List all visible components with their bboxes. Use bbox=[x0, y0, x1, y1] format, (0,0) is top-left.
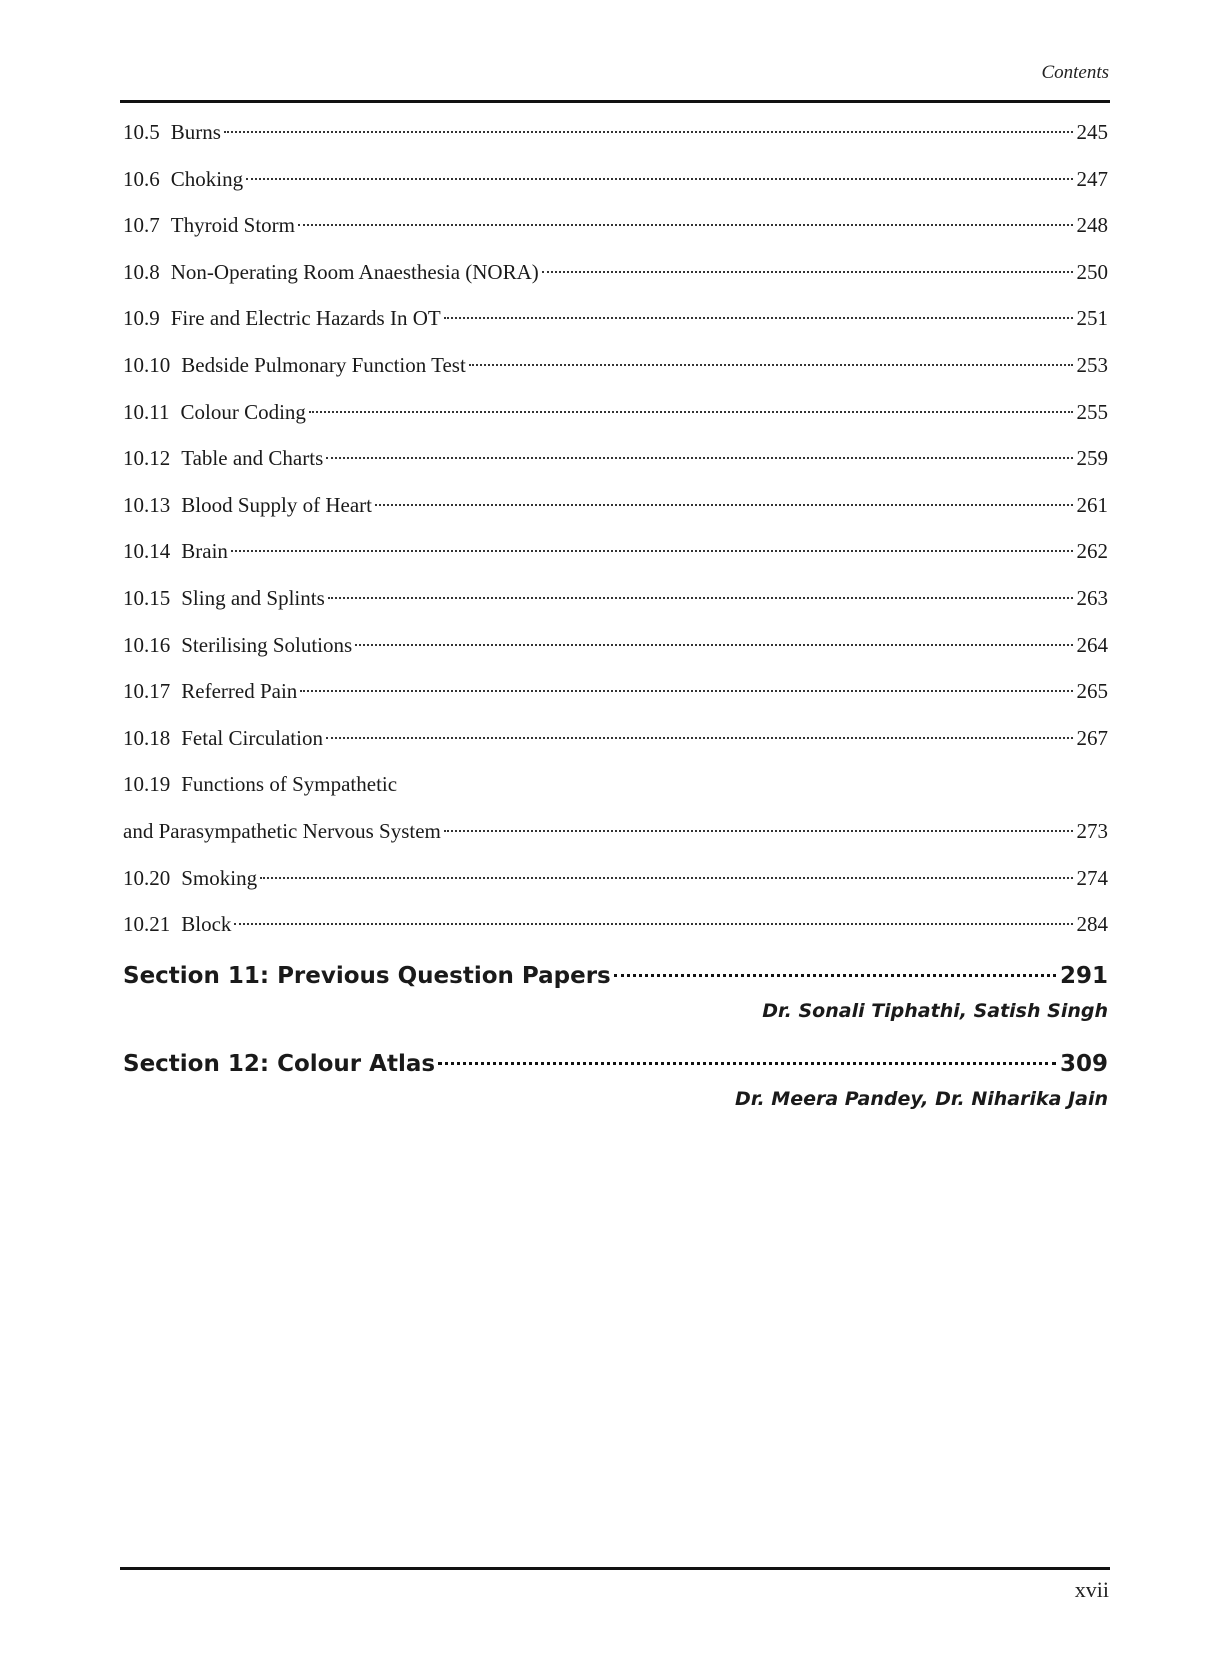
entry-number: 10.21 bbox=[123, 912, 171, 937]
section-authors: Dr. Sonali Tiphathi, Satish Singh bbox=[762, 999, 1108, 1022]
entry-number: 10.20 bbox=[123, 865, 171, 890]
toc-entry[interactable] bbox=[123, 858, 1108, 905]
entry-title: Brain bbox=[181, 539, 228, 564]
toc-entry[interactable] bbox=[123, 625, 1108, 672]
dot-leader bbox=[309, 411, 1073, 413]
toc-entry[interactable] bbox=[123, 764, 1108, 811]
toc-entry[interactable] bbox=[123, 112, 1108, 159]
entry-page-number: 259 bbox=[1076, 446, 1108, 471]
entry-page-number: 247 bbox=[1076, 166, 1108, 191]
toc-entries bbox=[123, 112, 1108, 951]
dot-leader bbox=[328, 597, 1073, 599]
section-block bbox=[123, 959, 1108, 1025]
section-page-number: 309 bbox=[1059, 1050, 1108, 1077]
entry-title: Blood Supply of Heart bbox=[181, 492, 372, 517]
dot-leader bbox=[298, 224, 1073, 226]
dot-leader bbox=[542, 271, 1073, 273]
section-entry[interactable] bbox=[123, 959, 1108, 993]
entry-page-number: 284 bbox=[1076, 912, 1108, 937]
entry-page-number: 273 bbox=[1076, 818, 1108, 843]
dot-leader bbox=[300, 690, 1072, 692]
entry-number: 10.13 bbox=[123, 492, 171, 517]
entry-number: 10.15 bbox=[123, 585, 171, 610]
dot-leader bbox=[246, 178, 1072, 180]
entry-page-number: 267 bbox=[1076, 725, 1108, 750]
entry-number: 10.9 bbox=[123, 306, 160, 331]
entry-page-number: 253 bbox=[1076, 352, 1108, 377]
table-of-contents bbox=[123, 112, 1108, 1113]
toc-entry[interactable] bbox=[123, 298, 1108, 345]
toc-entry[interactable] bbox=[123, 904, 1108, 951]
entry-page-number: 274 bbox=[1076, 865, 1108, 890]
entry-title: Bedside Pulmonary Function Test bbox=[181, 352, 466, 377]
entry-number: 10.6 bbox=[123, 166, 160, 191]
entry-title: Referred Pain bbox=[181, 679, 298, 704]
entry-number: 10.19 bbox=[123, 772, 171, 797]
entry-title: Colour Coding bbox=[180, 399, 306, 424]
dot-leader bbox=[438, 1062, 1056, 1065]
entry-title: Sling and Splints bbox=[181, 585, 325, 610]
entry-title: Sterilising Solutions bbox=[181, 632, 353, 657]
entry-number: 10.11 bbox=[123, 399, 170, 424]
section-title: Section 12: Colour Atlas bbox=[123, 1050, 436, 1077]
toc-entry[interactable] bbox=[123, 438, 1108, 485]
entry-page-number: 264 bbox=[1076, 632, 1108, 657]
section-title: Section 11: Previous Question Papers bbox=[123, 962, 611, 989]
entry-title: Burns bbox=[170, 120, 221, 144]
entry-page-number: 255 bbox=[1076, 399, 1108, 424]
section-page-number: 291 bbox=[1059, 962, 1108, 989]
entry-title: Smoking bbox=[181, 865, 258, 890]
entry-page-number: 251 bbox=[1076, 306, 1108, 331]
toc-sections bbox=[123, 959, 1108, 1113]
entry-number: 10.18 bbox=[123, 725, 171, 750]
toc-entry[interactable] bbox=[123, 205, 1108, 252]
entry-title: Block bbox=[181, 912, 232, 937]
dot-leader bbox=[234, 923, 1072, 925]
entry-title: Choking bbox=[170, 166, 244, 191]
footer-rule bbox=[120, 1567, 1110, 1570]
entry-title: and Parasympathetic Nervous System bbox=[123, 818, 441, 843]
dot-leader bbox=[375, 504, 1073, 506]
entry-page-number: 248 bbox=[1076, 213, 1108, 238]
entry-title: Functions of Sympathetic bbox=[181, 772, 398, 797]
entry-page-number: 262 bbox=[1076, 539, 1108, 564]
dot-leader bbox=[326, 737, 1073, 739]
entry-title: Fetal Circulation bbox=[181, 725, 323, 750]
section-entry[interactable] bbox=[123, 1047, 1108, 1081]
entry-page-number: 263 bbox=[1076, 585, 1108, 610]
dot-leader bbox=[326, 457, 1072, 459]
toc-entry[interactable] bbox=[123, 159, 1108, 206]
dot-leader bbox=[231, 550, 1073, 552]
entry-title: Fire and Electric Hazards In OT bbox=[170, 306, 441, 331]
entry-number: 10.14 bbox=[123, 539, 171, 564]
toc-entry[interactable] bbox=[123, 252, 1108, 299]
toc-entry[interactable] bbox=[123, 392, 1108, 439]
dot-leader bbox=[355, 644, 1072, 646]
entry-number: 10.10 bbox=[123, 352, 171, 377]
entry-number: 10.8 bbox=[123, 259, 160, 284]
entry-page-number: 261 bbox=[1076, 492, 1108, 517]
entry-title: Table and Charts bbox=[181, 446, 324, 471]
dot-leader bbox=[444, 317, 1073, 319]
dot-leader bbox=[444, 830, 1073, 832]
toc-entry[interactable] bbox=[123, 578, 1108, 625]
running-head: Contents bbox=[1041, 62, 1109, 83]
entry-page-number: 250 bbox=[1076, 259, 1108, 284]
entry-page-number: 245 bbox=[1076, 120, 1108, 144]
toc-entry[interactable] bbox=[123, 345, 1108, 392]
entry-number: 10.16 bbox=[123, 632, 171, 657]
dot-leader bbox=[224, 131, 1073, 133]
toc-entry[interactable] bbox=[123, 531, 1108, 578]
page-number: xvii bbox=[1074, 1577, 1109, 1602]
header-rule bbox=[120, 100, 1110, 103]
toc-entry[interactable] bbox=[123, 811, 1108, 858]
dot-leader bbox=[614, 974, 1056, 977]
dot-leader bbox=[260, 877, 1072, 879]
section-block bbox=[123, 1047, 1108, 1113]
entry-number: 10.5 bbox=[123, 120, 160, 144]
toc-entry[interactable] bbox=[123, 718, 1108, 765]
toc-entry[interactable] bbox=[123, 485, 1108, 532]
dot-leader bbox=[469, 364, 1073, 366]
toc-entry[interactable] bbox=[123, 671, 1108, 718]
entry-page-number: 265 bbox=[1076, 679, 1108, 704]
entry-number: 10.12 bbox=[123, 446, 171, 471]
section-authors: Dr. Meera Pandey, Dr. Niharika Jain bbox=[735, 1087, 1108, 1110]
entry-title: Non-Operating Room Anaesthesia (NORA) bbox=[170, 259, 539, 284]
entry-title: Thyroid Storm bbox=[170, 213, 295, 238]
entry-number: 10.7 bbox=[123, 213, 160, 238]
entry-number: 10.17 bbox=[123, 679, 171, 704]
